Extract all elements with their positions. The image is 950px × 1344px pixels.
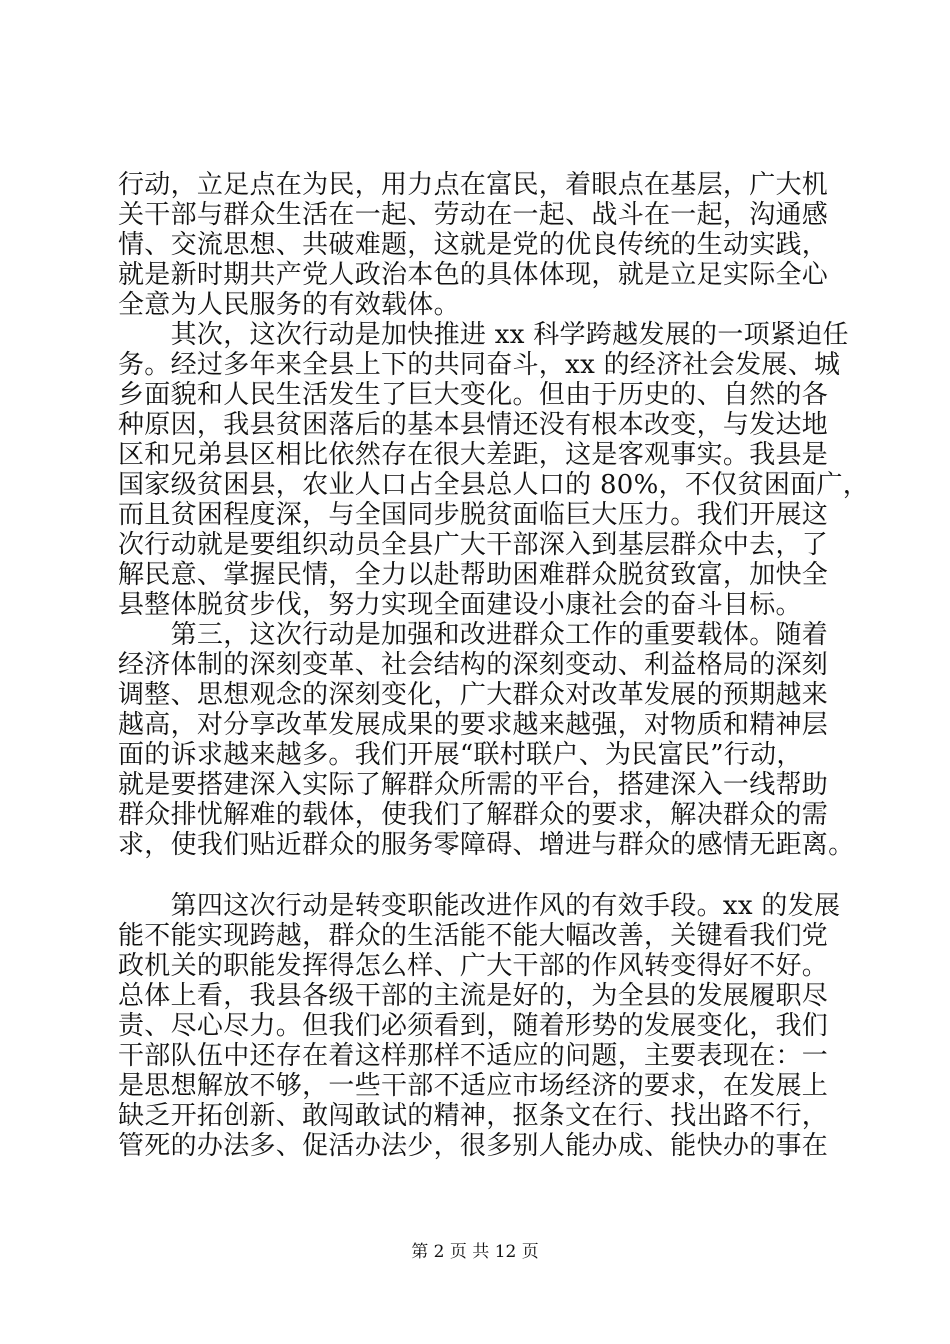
text-line: 政机关的职能发挥得怎么样、广大干部的作风转变得好不好。 — [118, 951, 829, 981]
paragraph-2 — [118, 320, 870, 620]
text-line: 而且贫困程度深，与全国同步脱贫面临巨大压力。我们开展这 — [118, 500, 829, 530]
text-line: 情、交流思想、共破难题，这就是党的优良传统的生动实践， — [118, 230, 829, 260]
text-line: 管死的办法多、促活办法少，很多别人能办成、能快办的事在 — [118, 1131, 829, 1161]
text-line: 就是新时期共产党人政治本色的具体体现，就是立足实际全心 — [118, 260, 829, 290]
text-line: 次行动就是要组织动员全县广大干部深入到基层群众中去，了 — [118, 530, 829, 560]
text-line: 求，使我们贴近群众的服务零障碍、增进与群众的感情无距离。 — [118, 830, 855, 860]
text-line: 区和兄弟县区相比依然存在很大差距，这是客观事实。我县是 — [118, 440, 829, 470]
paragraph-4 — [118, 891, 843, 1161]
text-line: 越高，对分享改革发展成果的要求越来越强，对物质和精神层 — [118, 710, 829, 740]
text-line: 群众排忧解难的载体，使我们了解群众的要求，解决群众的需 — [118, 800, 829, 830]
paragraph-3 — [118, 620, 855, 860]
text-line: 缺乏开拓创新、敢闯敢试的精神，抠条文在行、找出路不行， — [118, 1101, 829, 1131]
text-line: 责、尽心尽力。但我们必须看到，随着形势的发展变化，我们 — [118, 1011, 829, 1041]
text-line: 县整体脱贫步伐，努力实现全面建设小康社会的奋斗目标。 — [118, 590, 802, 620]
text-line: 关干部与群众生活在一起、劳动在一起、战斗在一起，沟通感 — [118, 200, 829, 230]
paragraph-spacer — [118, 860, 843, 891]
text-line: 面的诉求越来越多。我们开展“联村联户、为民富民”行动， — [118, 740, 803, 770]
text-line: 其次，这次行动是加快推进 xx 科学跨越发展的一项紧迫任 — [118, 320, 849, 350]
text-line: 行动，立足点在为民，用力点在富民，着眼点在基层，广大机 — [118, 170, 829, 200]
paragraph-1 — [118, 170, 843, 320]
document-body — [118, 170, 870, 1161]
text-line: 解民意、掌握民情，全力以赴帮助困难群众脱贫致富，加快全 — [118, 560, 829, 590]
text-line: 是思想解放不够，一些干部不适应市场经济的要求，在发展上 — [118, 1071, 829, 1101]
text-line: 干部队伍中还存在着这样那样不适应的问题，主要表现在：一 — [118, 1041, 829, 1071]
text-line: 能不能实现跨越，群众的生活能不能大幅改善，关键看我们党 — [118, 921, 829, 951]
text-line: 调整、思想观念的深刻变化，广大群众对改革发展的预期越来 — [118, 680, 829, 710]
text-line: 乡面貌和人民生活发生了巨大变化。但由于历史的、自然的各 — [118, 380, 829, 410]
page-number-footer: 第 2 页 共 12 页 — [411, 1242, 539, 1262]
text-line: 总体上看，我县各级干部的主流是好的，为全县的发展履职尽 — [118, 981, 829, 1011]
text-line: 经济体制的深刻变革、社会结构的深刻变动、利益格局的深刻 — [118, 650, 829, 680]
text-line: 第四这次行动是转变职能改进作风的有效手段。xx 的发展 — [118, 891, 841, 921]
text-line: 就是要搭建深入实际了解群众所需的平台，搭建深入一线帮助 — [118, 770, 829, 800]
text-line: 全意为人民服务的有效载体。 — [118, 290, 460, 320]
text-line: 第三，这次行动是加强和改进群众工作的重要载体。随着 — [118, 620, 829, 650]
text-line: 国家级贫困县，农业人口占全县总人口的 80%，不仅贫困面广， — [118, 470, 870, 500]
text-line: 务。经过多年来全县上下的共同奋斗，xx 的经济社会发展、城 — [118, 350, 841, 380]
text-line: 种原因，我县贫困落后的基本县情还没有根本改变，与发达地 — [118, 410, 829, 440]
